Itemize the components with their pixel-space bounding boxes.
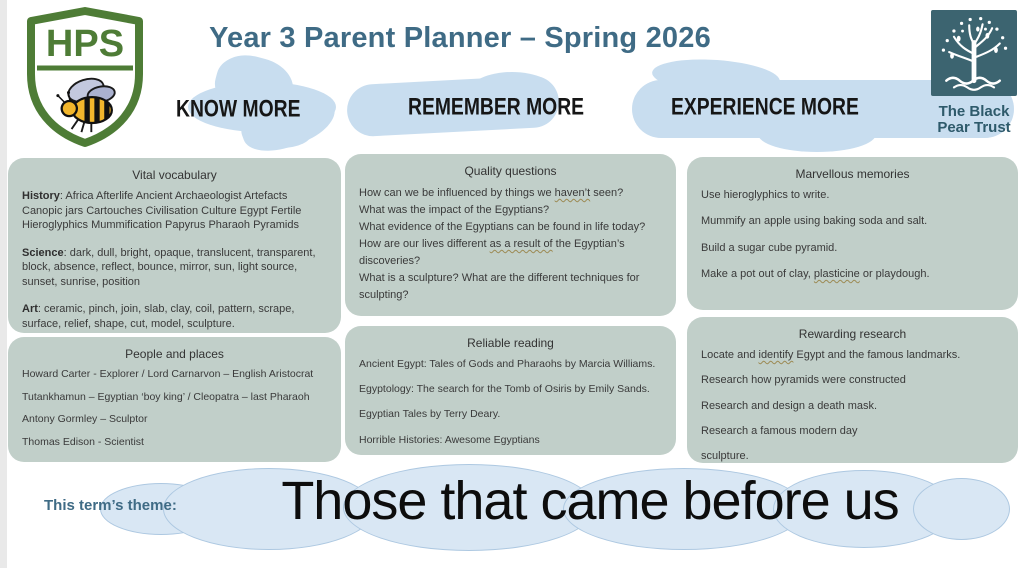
memory-item <box>701 214 1004 228</box>
question-text: the Egyptian’s discoveries? <box>359 238 625 268</box>
school-logo <box>24 6 146 148</box>
box-title: Vital vocabulary <box>132 168 217 182</box>
question-text: seen? <box>590 187 624 199</box>
research-item <box>701 449 1004 463</box>
vocab-science <box>22 246 327 290</box>
spellcheck-underline: haven’t <box>554 187 591 199</box>
rewarding-research-box <box>687 317 1018 463</box>
people-item: Tutankhamun – Egyptian ‘boy king’ / Cleopatra – last Pharaoh <box>22 390 310 403</box>
reliable-reading-box <box>345 326 676 455</box>
memory-text: Use hieroglyphics to write. <box>701 189 830 201</box>
vocab-art <box>22 302 327 331</box>
memory-text: Make a pot out of clay, <box>701 267 814 280</box>
memory-item <box>701 188 1004 202</box>
column-header-remember-more: REMEMBER MORE <box>408 94 585 121</box>
spellcheck-underline: plasticine <box>813 267 860 280</box>
reading-item: Egyptian Tales by Terry Deary. <box>359 408 501 421</box>
research-item <box>701 373 1004 387</box>
column-header-experience-more: EXPERIENCE MORE <box>671 94 859 121</box>
box-title: Rewarding research <box>798 327 907 341</box>
question-item <box>359 185 662 202</box>
people-item: Thomas Edison - Scientist <box>22 435 144 448</box>
vocab-lead: Art <box>22 303 38 316</box>
research-text: Locate and <box>701 349 759 361</box>
hps-shield-icon <box>24 6 146 148</box>
memory-item <box>701 267 1004 281</box>
splash-shape <box>758 116 876 152</box>
theme-title: Those that came before us <box>281 471 899 531</box>
black-pear-tree-icon <box>931 10 1017 96</box>
question-text: What is a sculpture? What are the different techniques for sculpting? <box>359 272 640 302</box>
box-title: Reliable reading <box>467 336 554 350</box>
spellcheck-underline: identify <box>758 349 794 361</box>
memory-text: or playdough. <box>859 267 930 280</box>
vocab-lead: History <box>22 190 60 202</box>
research-item <box>701 424 1004 438</box>
box-title: People and places <box>125 347 224 361</box>
research-text: Research a famous modern day <box>701 424 858 437</box>
quality-questions-box <box>345 154 676 316</box>
question-text: What was the impact of the Egyptians? <box>359 204 550 217</box>
question-text: How are our lives different <box>359 238 490 251</box>
page-title: Year 3 Parent Planner – Spring 2026 <box>209 22 711 54</box>
vocab-lead: Science <box>22 246 64 259</box>
trust-logo <box>928 10 1020 136</box>
research-item <box>701 399 1004 413</box>
question-item <box>359 270 662 304</box>
column-header-know-more: KNOW MORE <box>176 96 301 123</box>
marvellous-memories-box <box>687 157 1018 310</box>
question-item <box>359 219 662 236</box>
reading-item: Horrible Histories: Awesome Egyptians <box>359 433 540 446</box>
people-places-box <box>8 337 341 462</box>
research-text: Research how pyramids were constructed <box>701 374 906 387</box>
memory-text: Build a sugar cube pyramid. <box>701 241 838 254</box>
research-text: Research and design a death mask. <box>701 399 878 412</box>
vocab-text: : ceramic, pinch, join, slab, clay, coil, pattern, scrape, surface, relief, shape, cut, model, sculpture. <box>22 303 295 330</box>
vocab-text: : dark, dull, bright, opaque, translucent, transparent, block, absence, reflect, bounce, mirror, sun, light source, sunset, sunrise, position <box>22 246 316 288</box>
slide-edge-strip <box>0 0 7 568</box>
box-title: Marvellous memories <box>795 167 910 181</box>
memory-item <box>701 241 1004 255</box>
school-initials: HPS <box>45 23 125 65</box>
research-text: Egypt and the famous landmarks. <box>793 349 961 361</box>
theme-label: This term’s theme: <box>44 497 177 514</box>
research-text: sculpture. <box>701 450 749 463</box>
question-item <box>359 202 662 219</box>
vocab-text: : Africa Afterlife Ancient Archaeologist Artefacts Canopic jars Cartouches Civilisation Culture Egypt Fertile Hieroglyphics Mummification Papyrus Pharaoh Pyramids <box>22 190 302 232</box>
reading-item: Egyptology: The search for the Tomb of Osiris by Emily Sands. <box>359 383 650 396</box>
question-text: What evidence of the Egyptians can be found in life today? <box>359 221 646 234</box>
research-item <box>701 348 1004 362</box>
spellcheck-underline: as a result of <box>489 238 553 251</box>
people-item: Antony Gormley – Sculptor <box>22 413 148 426</box>
trust-name <box>928 104 1020 136</box>
box-title: Quality questions <box>464 164 557 178</box>
trust-name-line1: The Black <box>938 103 1010 120</box>
question-text: How can we be influenced by things we <box>359 187 555 199</box>
vocab-history <box>22 189 327 233</box>
vital-vocabulary-box <box>8 158 341 333</box>
memory-text: Mummify an apple using baking soda and salt. <box>701 215 928 228</box>
people-item: Howard Carter - Explorer / Lord Carnarvon – English Aristocrat <box>22 368 314 380</box>
reading-item: Ancient Egypt: Tales of Gods and Pharaohs by Marcia Williams. <box>359 358 656 370</box>
question-item <box>359 236 662 270</box>
trust-name-line2: Pear Trust <box>937 118 1011 136</box>
